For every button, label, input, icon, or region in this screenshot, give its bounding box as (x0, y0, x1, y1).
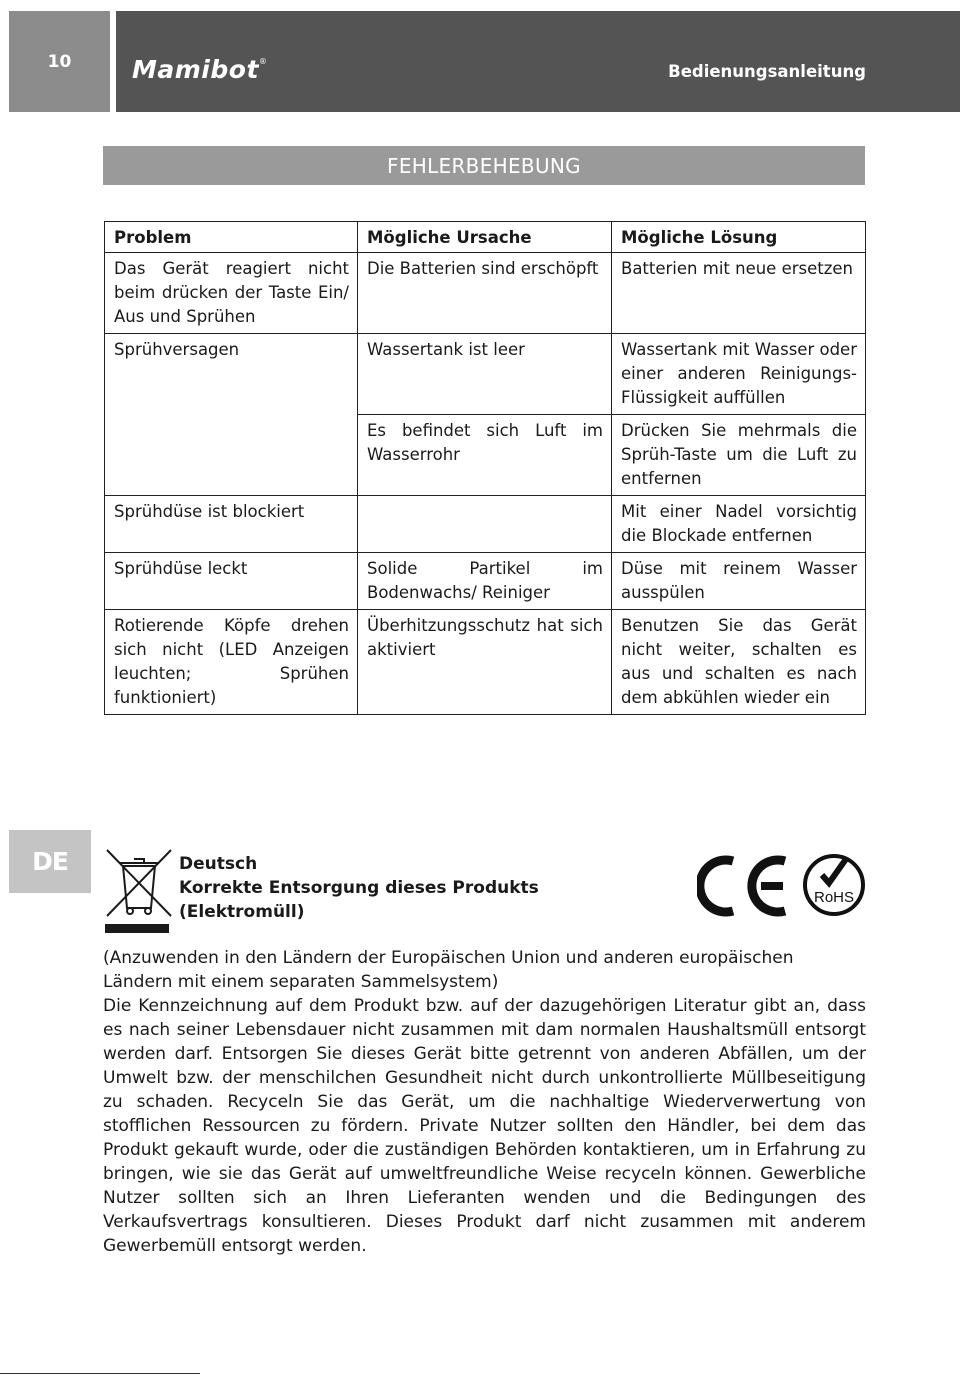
table-row (105, 496, 866, 553)
solution-cell: Wassertank mit Wasser oder einer anderen Reinigungs-Flüssigkeit auffüllen (612, 334, 866, 415)
disposal-heading (179, 852, 539, 924)
problem-cell: Das Gerät reagiert nicht beim drücken der Taste Ein/ Aus und Sprühen (105, 253, 358, 334)
disposal-body: Die Kennzeichnung auf dem Produkt bzw. auf der dazugehörigen Literatur gibt an, dass es nach seiner Lebensdauer nicht zusammen mit dam normalen Haushaltsmüll entsorgt werden darf. Entsorgen Sie dieses Gerät bitte getrennt von anderen Abfällen, um der Umwelt bzw. der menschilchen Gesundheit nicht durch unkontrollierte Müllbeseitigung zu schaden. Recyceln Sie das Gerät, um die nachhaltige Wiederverwertung von stofflichen Ressourcen zu fördern. Private Nutzer sollten den Händler, bei dem das Produkt gekauft wurde, oder die zuständigen Behörden kontaktieren, um in Erfahrung zu bringen, wie sie das Gerät auf umweltfreundliche Weise recyceln können. Gewerbliche Nutzer sollten sich an Ihren Lieferanten wenden und die Bedingungen des Verkaufsvertrags konsultieren. Dieses Produkt darf nicht zusammen mit anderem Gewerbemüll entsorgt werden. (103, 996, 866, 1256)
troubleshooting-table (104, 221, 866, 715)
page-header (116, 11, 960, 112)
problem-cell: Sprühdüse ist blockiert (105, 496, 358, 553)
column-header-cause: Mögliche Ursache (358, 222, 612, 253)
rohs-check-icon (802, 853, 866, 917)
disposal-text (103, 946, 866, 1258)
solution-cell: Mit einer Nadel vorsichtig die Blockade entfernen (612, 496, 866, 553)
disposal-heading-title: Korrekte Entsorgung dieses Produkts (179, 878, 539, 898)
disposal-heading-language: Deutsch (179, 854, 258, 874)
crossed-out-bin-icon (103, 846, 175, 936)
solution-cell: Batterien mit neue ersetzen (612, 253, 866, 334)
disposal-heading-subtitle: (Elektromüll) (179, 902, 305, 922)
table-row (105, 334, 866, 415)
section-title: FEHLERBEHEBUNG (103, 146, 865, 185)
solution-cell: Düse mit reinem Wasser ausspülen (612, 553, 866, 610)
solution-cell: Benutzen Sie das Gerät nicht weiter, schalten es aus und schalten es nach dem abkühlen wieder ein (612, 610, 866, 715)
document-title: Bedienungsanleitung (668, 62, 866, 81)
problem-cell: Rotierende Köpfe drehen sich nicht (LED Anzeigen leuchten; Sprühen funktioniert) (105, 610, 358, 715)
column-header-solution: Mögliche Lösung (612, 222, 866, 253)
page-number: 10 (9, 11, 110, 112)
brand-registered-mark: ® (258, 57, 268, 66)
column-header-problem: Problem (105, 222, 358, 253)
problem-cell: Sprühversagen (105, 334, 358, 496)
cause-cell: Überhitzungsschutz hat sich aktiviert (358, 610, 612, 715)
table-row (105, 553, 866, 610)
rohs-label: RoHS (813, 889, 855, 906)
table-row (105, 610, 866, 715)
brand-logo (132, 55, 267, 84)
disposal-intro: (Anzuwenden in den Ländern der Europäischen Union und anderen europäischen Ländern mit einem separaten Sammelsystem) (103, 948, 794, 992)
problem-cell: Sprühdüse leckt (105, 553, 358, 610)
cause-cell (358, 496, 612, 553)
language-tab: DE (9, 830, 91, 893)
table-row (105, 253, 866, 334)
cause-cell: Die Batterien sind erschöpft (358, 253, 612, 334)
table-header-row (105, 222, 866, 253)
brand-name: Mamibot (132, 55, 259, 84)
ce-mark-icon (697, 853, 789, 919)
cause-cell: Es befindet sich Luft im Wasserrohr (358, 415, 612, 496)
bottom-rule (0, 1373, 200, 1374)
solution-cell: Drücken Sie mehrmals die Sprüh-Taste um die Luft zu entfernen (612, 415, 866, 496)
cause-cell: Solide Partikel im Bodenwachs/ Reiniger (358, 553, 612, 610)
cause-cell: Wassertank ist leer (358, 334, 612, 415)
